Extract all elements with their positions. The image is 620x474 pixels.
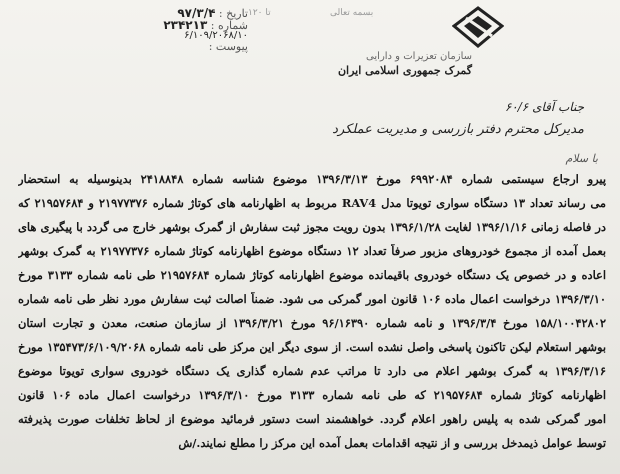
body-line: ۱۳۹۶/۳/۱۶ به گمرک بوشهر اعلام می دارد تا مراتب عدم شماره گذاری یک دستگاه خودروی سواری تویوتا موضوع: [18, 364, 606, 378]
body-line: امور گمرکی شده به پلیس راهور اعلام گردد. خواهشمند است دستور فرمائید موضوع از لحاظ تخلفات صورت پذیرفته: [18, 412, 606, 426]
organization-name: [338, 50, 472, 78]
body-line: اعاده و در خصوص یک دستگاه خودروی باقیمانده موضوع اظهارنامه کوتاژ شماره ۲۱۹۵۷۶۸۴ طی نامه شماره ۳۱۳۳ مورخ: [18, 268, 606, 282]
body-line: بعمل آمده از مجموع خودروهای مزبور صرفاً تعداد ۱۲ دستگاه موضوع اظهارنامه کوتاژ شماره ۲۱۹۷۷۳۷۶ به گمرک بوشهر: [18, 244, 606, 258]
greeting: با سلام: [565, 152, 598, 165]
customs-logo-icon: [452, 6, 504, 48]
attachment-label: پیوست :: [208, 40, 248, 53]
date-label: تاریخ :: [218, 7, 248, 20]
org-line-2: گمرک جمهوری اسلامی ایران: [337, 64, 472, 77]
body-line: توسط عوامل ذیمدخل بررسی و از نتیجه اقدامات بعمل آمده این مرکز را مطلع نمایند./ش: [178, 436, 606, 450]
reference-value: ۶/۱۰۹/۲۰۶۸/۱۰: [184, 30, 248, 41]
body-line: پیرو ارجاع سیستمی شماره ۶۹۹۲۰۸۴ مورخ ۱۳۹۶/۳/۱۳ موضوع شناسه شماره ۲۴۱۸۸۴۸ بدینوسیله به استحضار: [18, 172, 606, 186]
recipient-title: مدیرکل محترم دفتر بازرسی و مدیریت عملکرد: [332, 122, 584, 137]
org-line-1: سازمان تعزیرات و دارایی: [366, 51, 472, 62]
body-line: ۱۵۸/۱۰۰۴۲۸۰۲ مورخ ۱۳۹۶/۳/۴ و نامه شماره ۹۶/۱۶۳۹۰ مورخ ۱۳۹۶/۳/۲۱ از سازمان صنعت، معدن و تجارت استان: [18, 316, 606, 330]
date-value: ۹۷/۳/۴: [177, 6, 216, 20]
faint-header-right: بسمه تعالی: [330, 8, 374, 18]
number-value: ۲۳۴۲۱۳: [163, 18, 208, 32]
number-label: شماره :: [210, 19, 248, 32]
body-line: بوشهر استعلام لیکن تاکنون پاسخی واصل نشده است. از سوی دیگر این مرکز طی نامه شماره ۱۳۵۴۷۳/۶/۱۰۹/۲۰۶۸ مورخ: [18, 340, 606, 354]
body-line: ۱۳۹۶/۳/۱۰ درخواست اعمال ماده ۱۰۶ قانون امور گمرکی می شود. ضمناً اصالت ثبت سفارش مورد نظر طی نامه شماره: [18, 292, 606, 306]
body-line: اظهارنامه کوتاژ شماره ۲۱۹۵۷۶۸۴ که طی نامه شماره ۳۱۳۳ مورخ ۱۳۹۶/۳/۱۰ درخواست اعمال ماده ۱۰۶ قانون: [18, 388, 606, 402]
faint-header-left: تا ۱۲۰: [248, 8, 271, 18]
body-line: در فاصله زمانی ۱۳۹۶/۱/۱۶ لغایت ۱۳۹۶/۱/۲۸ بدون رویت مجوز ثبت سفارش از گمرک بوشهر خارج می گردد با پیگیری های: [18, 220, 606, 234]
recipient-salutation: جناب آقای ۶۰/۶: [504, 100, 584, 114]
attachment-row: [209, 40, 248, 53]
body-line: می رساند تعداد ۱۳ دستگاه سواری تویوتا مدل RAV4 مربوط به اظهارنامه های کوتاژ شماره ۲۱۹۷۷۳۷۶ و ۲۱۹۵۷۶۸۴ که: [18, 196, 606, 210]
